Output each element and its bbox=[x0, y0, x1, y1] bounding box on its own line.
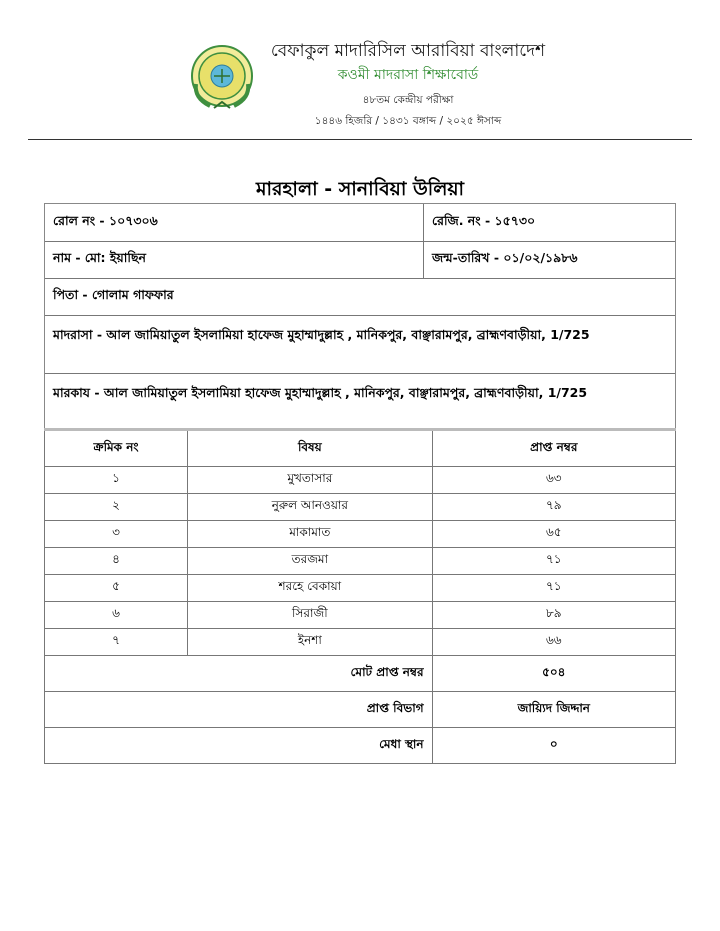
org-info bbox=[268, 40, 548, 129]
table-row bbox=[45, 629, 676, 656]
registration-number: রেজি. নং - ১৫৭৩০ bbox=[432, 212, 536, 228]
division-row bbox=[45, 692, 676, 728]
serial-cell: ১ bbox=[45, 467, 188, 494]
serial-cell: ৭ bbox=[45, 629, 188, 656]
marks-table bbox=[44, 428, 676, 764]
org-name: বেফাকুল মাদারিসিল আরাবিয়া বাংলাদেশ bbox=[270, 41, 546, 61]
table-row bbox=[45, 467, 676, 494]
merit-label: মেধা স্থান bbox=[45, 728, 433, 764]
exam-name: ৪৮তম কেন্দ্রীয় পরীক্ষা bbox=[362, 94, 454, 106]
subject-cell: মাকামাত bbox=[188, 521, 432, 548]
table-row bbox=[45, 575, 676, 602]
father-name: পিতা - গোলাম গাফফার bbox=[53, 287, 174, 302]
info-row bbox=[45, 316, 675, 374]
subject-cell: নুরুল আনওয়ার bbox=[188, 494, 432, 521]
serial-cell: ৫ bbox=[45, 575, 188, 602]
board-logo-icon bbox=[184, 38, 260, 114]
madrasa-name: মাদরাসা - আল জামিয়াতুল ইসলামিয়া হাফেজ মুহাম্মাদুল্লাহ , মানিকপুর, বাঞ্ছারামপুর, ব্রাহ্মণবাড়ীয়া, 1/725 bbox=[53, 327, 590, 342]
table-row bbox=[45, 494, 676, 521]
student-info bbox=[44, 203, 676, 431]
subject-cell: মুখতাসার bbox=[188, 467, 432, 494]
info-row bbox=[45, 242, 675, 279]
exam-year: ১৪৪৬ হিজরি / ১৪৩১ বঙ্গাব্দ / ২০২৫ ঈসাব্দ bbox=[314, 115, 502, 127]
roll-number: রোল নং - ১০৭৩০৬ bbox=[45, 204, 424, 241]
subject-cell: তরজমা bbox=[188, 548, 432, 575]
division-value: জায়্যিদ জিদ্দান bbox=[432, 692, 675, 728]
serial-cell: ৪ bbox=[45, 548, 188, 575]
subject-header: বিষয় bbox=[188, 430, 432, 467]
total-row bbox=[45, 656, 676, 692]
total-value: ৫০৪ bbox=[432, 656, 675, 692]
date-of-birth: জন্ম-তারিখ - ০১/০২/১৯৮৬ bbox=[432, 250, 578, 265]
subject-cell: ইনশা bbox=[188, 629, 432, 656]
marks-cell: ৭১ bbox=[432, 548, 675, 575]
table-row bbox=[45, 602, 676, 629]
board-name: কওমী মাদরাসা শিক্ষাবোর্ড bbox=[337, 67, 479, 83]
merit-value: ০ bbox=[432, 728, 675, 764]
serial-cell: ৬ bbox=[45, 602, 188, 629]
header-divider bbox=[28, 139, 692, 140]
serial-cell: ২ bbox=[45, 494, 188, 521]
marhala-title: মারহালা - সানাবিয়া উলিয়া bbox=[255, 178, 465, 200]
info-row bbox=[45, 279, 675, 316]
total-label: মোট প্রাপ্ত নম্বর bbox=[45, 656, 433, 692]
serial-cell: ৩ bbox=[45, 521, 188, 548]
table-row bbox=[45, 521, 676, 548]
info-row bbox=[45, 204, 675, 242]
marks-cell: ৭৯ bbox=[432, 494, 675, 521]
markaz-name: মারকায - আল জামিয়াতুল ইসলামিয়া হাফেজ মুহাম্মাদুল্লাহ , মানিকপুর, বাঞ্ছারামপুর, ব্রাহ্মণবাড়ীয়া, 1/725 bbox=[53, 385, 588, 400]
marks-cell: ৬৩ bbox=[432, 467, 675, 494]
marks-cell: ৮৯ bbox=[432, 602, 675, 629]
table-row bbox=[45, 548, 676, 575]
info-row bbox=[45, 374, 675, 431]
division-label: প্রাপ্ত বিভাগ bbox=[45, 692, 433, 728]
marks-cell: ৭১ bbox=[432, 575, 675, 602]
student-name: নাম - মো: ইয়াছিন bbox=[45, 242, 424, 278]
subject-cell: শরহে বেকায়া bbox=[188, 575, 432, 602]
serial-header: ক্রমিক নং bbox=[45, 430, 188, 467]
merit-row bbox=[45, 728, 676, 764]
subject-cell: সিরাজী bbox=[188, 602, 432, 629]
marks-header: প্রাপ্ত নম্বর bbox=[432, 430, 675, 467]
page-header bbox=[0, 0, 720, 140]
table-header-row bbox=[45, 430, 676, 467]
marks-cell: ৬৬ bbox=[432, 629, 675, 656]
marks-cell: ৬৫ bbox=[432, 521, 675, 548]
